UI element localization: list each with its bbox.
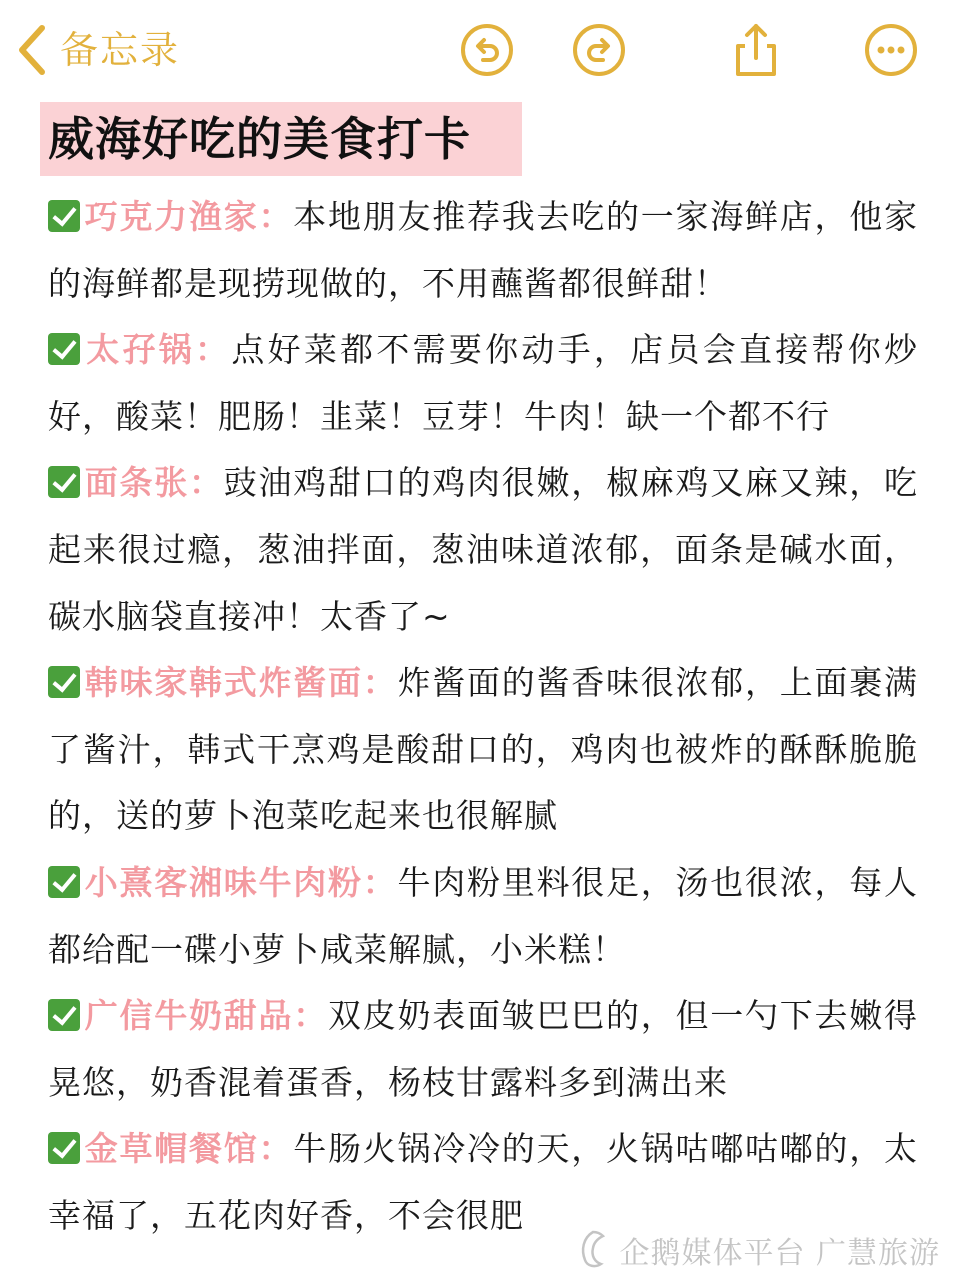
note-body[interactable] — [48, 184, 918, 1250]
restaurant-review: 点好菜都不需要你动手，店员会直接帮你炒好，酸菜！肥肠！韭菜！豆芽！牛肉！缺一个都不行 — [48, 330, 919, 436]
restaurant-name: 广信牛奶甜品： — [84, 996, 328, 1036]
redo-icon — [571, 22, 627, 78]
penguin-logo-icon — [575, 1230, 611, 1270]
top-toolbar — [0, 0, 960, 100]
more-button[interactable] — [863, 22, 919, 78]
restaurant-review: 双皮奶表面皱巴巴的，但一勺下去嫩得晃悠，奶香混着蛋香，杨枝甘露料多到满出来 — [48, 996, 918, 1102]
undo-icon — [459, 22, 515, 78]
note-title-highlight — [40, 102, 522, 176]
back-label: 备忘录 — [60, 28, 181, 72]
undo-button[interactable] — [459, 22, 515, 78]
restaurant-review: 炸酱面的酱香味很浓郁，上面裹满了酱汁，韩式干烹鸡是酸甜口的，鸡肉也被炸的酥酥脆脆的，送的萝卜泡菜吃起来也很解腻 — [48, 663, 918, 836]
restaurant-name: 金草帽餐馆： — [84, 1129, 294, 1169]
note-entry — [48, 983, 918, 1116]
note-entry — [48, 650, 918, 850]
check-box-icon — [48, 466, 80, 498]
restaurant-review: 本地朋友推荐我去吃的一家海鲜店，他家的海鲜都是现捞现做的，不用蘸酱都很鲜甜！ — [48, 197, 918, 303]
more-icon — [863, 22, 919, 78]
note-entry — [48, 184, 918, 317]
restaurant-name: 太孖锅： — [84, 330, 232, 370]
restaurant-name: 巧克力渔家： — [84, 197, 294, 236]
check-box-icon — [48, 1132, 80, 1164]
check-box-icon — [48, 999, 80, 1031]
note-entry — [48, 317, 918, 450]
check-box-icon — [48, 866, 80, 898]
note-title: 威海好吃的美食打卡 — [48, 112, 471, 166]
restaurant-review: 牛肉粉里料很足，汤也很浓，每人都给配一碟小萝卜咸菜解腻，小米糕！ — [48, 862, 918, 969]
check-box-icon — [48, 200, 80, 232]
restaurant-review: 牛肠火锅冷冷的天，火锅咕嘟咕嘟的，太幸福了，五花肉好香，不会很肥 — [48, 1129, 918, 1235]
restaurant-review: 豉油鸡甜口的鸡肉很嫩，椒麻鸡又麻又辣，吃起来很过瘾，葱油拌面，葱油味道浓郁，面条是碱水面，碳水脑袋直接冲！太香了~ — [48, 463, 918, 636]
restaurant-name: 小熹客湘味牛肉粉： — [84, 862, 398, 902]
note-entry — [48, 450, 918, 650]
share-button[interactable] — [728, 22, 784, 78]
restaurant-name: 面条张： — [84, 463, 224, 503]
back-button[interactable] — [14, 22, 180, 78]
check-box-icon — [48, 666, 80, 698]
watermark — [575, 1226, 940, 1274]
restaurant-name: 韩味家韩式炸酱面： — [84, 663, 398, 703]
share-icon — [728, 22, 784, 78]
watermark-text: 企鹅媒体平台 广慧旅游 — [619, 1236, 940, 1271]
note-entry — [48, 850, 918, 983]
chevron-left-icon — [14, 22, 48, 78]
redo-button[interactable] — [571, 22, 627, 78]
check-box-icon — [48, 333, 80, 365]
